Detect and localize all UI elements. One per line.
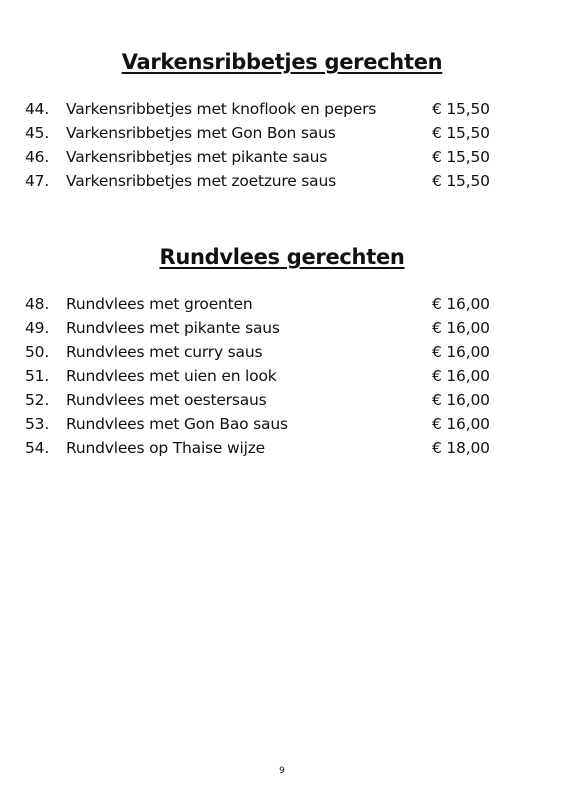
page-number: 9	[279, 766, 285, 776]
menu-item	[0, 145, 564, 169]
item-price: € 15,50	[432, 172, 490, 190]
menu-item	[0, 316, 564, 340]
item-price: € 16,00	[432, 319, 490, 337]
menu-item	[0, 97, 564, 121]
item-price: € 16,00	[432, 343, 490, 361]
item-price: € 15,50	[432, 100, 490, 118]
section-rundvlees	[0, 245, 564, 460]
item-price: € 15,50	[432, 148, 490, 166]
item-name: Rundvlees op Thaise wijze	[66, 439, 265, 457]
menu-list	[0, 97, 564, 193]
menu-item	[0, 121, 564, 145]
item-name: Varkensribbetjes met knoflook en pepers	[66, 100, 377, 118]
item-price: € 16,00	[432, 367, 490, 385]
menu-item	[0, 388, 564, 412]
menu-item	[0, 292, 564, 316]
item-name: Rundvlees met curry saus	[66, 343, 263, 361]
menu-item	[0, 340, 564, 364]
item-number: 47.	[25, 172, 50, 190]
item-price: € 16,00	[432, 295, 490, 313]
item-number: 50.	[25, 343, 50, 361]
item-price: € 18,00	[432, 439, 490, 457]
item-price: € 16,00	[432, 415, 490, 433]
item-price: € 16,00	[432, 391, 490, 409]
item-number: 45.	[25, 124, 50, 142]
item-number: 53.	[25, 415, 50, 433]
section-title: Varkensribbetjes gerechten	[121, 50, 443, 74]
item-name: Rundvlees met pikante saus	[66, 319, 280, 337]
menu-item	[0, 412, 564, 436]
menu-list	[0, 292, 564, 460]
item-name: Rundvlees met oestersaus	[66, 391, 267, 409]
item-name: Varkensribbetjes met pikante saus	[66, 148, 328, 166]
section-title: Rundvlees gerechten	[159, 245, 405, 269]
item-name: Varkensribbetjes met Gon Bon saus	[66, 124, 336, 142]
item-number: 51.	[25, 367, 50, 385]
item-number: 52.	[25, 391, 50, 409]
item-number: 49.	[25, 319, 50, 337]
item-number: 46.	[25, 148, 50, 166]
section-varkensribbetjes	[0, 50, 564, 193]
item-name: Rundvlees met uien en look	[66, 367, 277, 385]
item-price: € 15,50	[432, 124, 490, 142]
item-name: Rundvlees met groenten	[66, 295, 253, 313]
item-name: Rundvlees met Gon Bao saus	[66, 415, 288, 433]
menu-item	[0, 436, 564, 460]
item-number: 54.	[25, 439, 50, 457]
menu-item	[0, 364, 564, 388]
item-number: 48.	[25, 295, 50, 313]
item-name: Varkensribbetjes met zoetzure saus	[66, 172, 336, 190]
menu-item	[0, 169, 564, 193]
item-number: 44.	[25, 100, 50, 118]
